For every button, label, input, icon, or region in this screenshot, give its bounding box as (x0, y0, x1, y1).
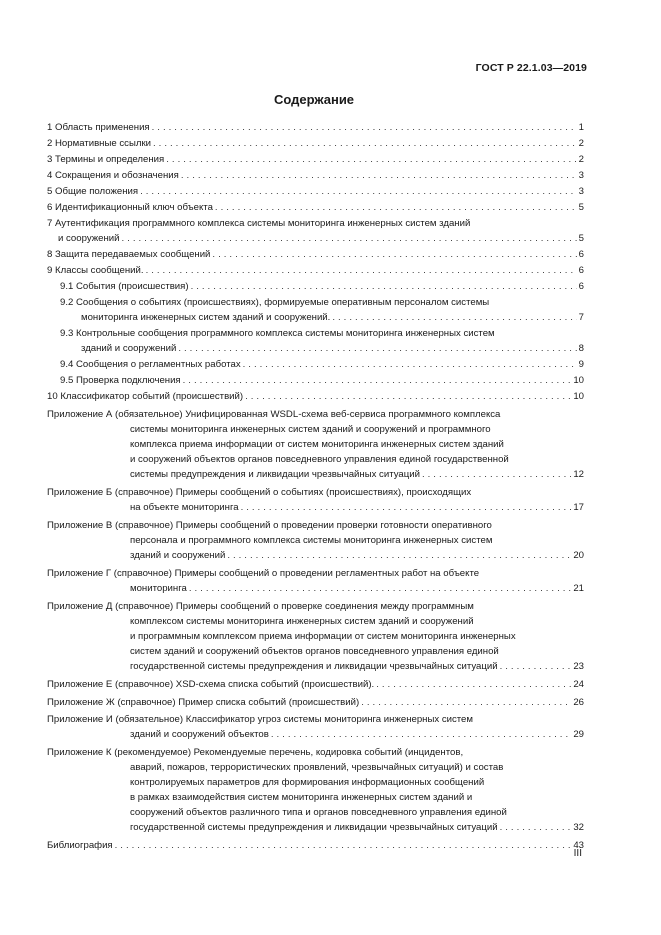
toc-entry-line: 9.2 Сообщения о событиях (происшествиях), формируемые оперативным персоналом системы (60, 297, 490, 308)
appendix-a-line: комплекса приема информации от систем мониторинга инженерных систем зданий (130, 439, 504, 450)
appendix-k-line: в рамках взаимодействия систем мониторинга инженерных систем зданий и (130, 792, 473, 803)
toc-entry[interactable]: зданий и сооружений ..... 8 (47, 341, 584, 356)
appendix-d-line: систем зданий и сооружений объектов органов повседневного управления единой (130, 646, 499, 657)
appendix-k-line: Приложение К (рекомендуемое) Рекомендуемые перечень, кодировка событий (инцидентов, (47, 747, 464, 758)
toc-entry[interactable]: 5 Общие положения ..... 3 (47, 184, 584, 199)
toc-entry[interactable]: 8 Защита передаваемых сообщений ..... 6 (47, 247, 584, 262)
appendix-b-line: Приложение Б (справочное) Примеры сообщений о событиях (происшествиях), происходящих (47, 487, 472, 498)
appendix-a-line: Приложение А (обязательное) Унифицированная WSDL-схема веб-сервиса программного комплекса (47, 409, 501, 420)
toc-entry[interactable]: 3 Термины и определения ..... 2 (47, 152, 584, 167)
appendix-k-line: аварий, пожаров, террористических проявлений, чрезвычайных ситуаций) и состав (130, 762, 504, 773)
toc-entry[interactable]: 9.5 Проверка подключения ..... 10 (47, 373, 584, 388)
appendix-k-entry[interactable]: государственной системы предупреждения и ликвидации чрезвычайных ситуаций ..... 32 (47, 820, 584, 835)
appendix-v-line: Приложение В (справочное) Примеры сообщений о проведении проверки готовности оперативного (47, 520, 492, 531)
appendix-a-line: и сооружений объектов органов повседневного управления единой государственной (130, 454, 509, 465)
appendix-d-line: комплексом системы мониторинга инженерных систем зданий и сооружений (130, 616, 474, 627)
appendix-v-line: персонала и программного комплекса системы мониторинга инженерных систем (130, 535, 493, 546)
toc-entry[interactable]: 4 Сокращения и обозначения ..... 3 (47, 168, 584, 183)
bibliography-entry[interactable]: Библиография ..... 43 (47, 838, 584, 853)
appendix-v-entry[interactable]: зданий и сооружений ..... 20 (47, 548, 584, 563)
toc-entry[interactable]: и сооружений ..... 5 (47, 231, 584, 246)
appendix-e-entry[interactable]: Приложение Е (справочное) XSD-схема списка событий (происшествий). ..... 24 (47, 677, 584, 692)
toc-entry[interactable]: 2 Нормативные ссылки ..... 2 (47, 136, 584, 151)
toc-entry-line: 9.3 Контрольные сообщения программного комплекса системы мониторинга инженерных систем (60, 328, 495, 339)
toc-entry-line: 7 Аутентификация программного комплекса системы мониторинга инженерных систем зданий (47, 218, 471, 229)
toc-entry[interactable]: 6 Идентификационный ключ объекта ..... 5 (47, 200, 584, 215)
toc-entry[interactable]: 9.4 Сообщения о регламентных работах ..... 9 (47, 357, 584, 372)
appendix-d-entry[interactable]: государственной системы предупреждения и ликвидации чрезвычайных ситуаций ..... 23 (47, 659, 584, 674)
appendix-a-entry[interactable]: системы предупреждения и ликвидации чрезвычайных ситуаций ..... 12 (47, 467, 584, 482)
appendix-i-line: Приложение И (обязательное) Классификатор угроз системы мониторинга инженерных систем (47, 714, 473, 725)
toc-entry[interactable]: 9 Классы сообщений. ..... 6 (47, 263, 584, 278)
appendix-g-entry[interactable]: мониторинга ..... 21 (47, 581, 584, 596)
appendix-zh-entry[interactable]: Приложение Ж (справочное) Пример списка событий (происшествий) ..... 26 (47, 695, 584, 710)
table-of-contents (47, 120, 584, 853)
appendix-k-line: контролируемых параметров для формирования информационных сообщений (130, 777, 485, 788)
toc-entry[interactable]: 1 Область применения ..... 1 (47, 120, 584, 135)
toc-entry[interactable]: 10 Классификатор событий (происшествий) ..... 10 (47, 389, 584, 404)
appendix-g-line: Приложение Г (справочное) Примеры сообщений о проведении регламентных работ на объекте (47, 568, 480, 579)
toc-entry[interactable]: мониторинга инженерных систем зданий и сооружений. ..... 7 (47, 310, 584, 325)
appendix-d-line: Приложение Д (справочное) Примеры сообщений о проверке соединения между программным (47, 601, 474, 612)
page-number: III (573, 848, 582, 859)
appendix-b-entry[interactable]: на объекте мониторинга ..... 17 (47, 500, 584, 515)
toc-title: Содержание (273, 92, 355, 107)
appendix-a-line: системы мониторинга инженерных систем зданий и сооружений и программного (130, 424, 491, 435)
document-code: ГОСТ Р 22.1.03—2019 (475, 62, 587, 74)
appendix-k-line: сооружений объектов различного типа и органов повседневного управления единой (130, 807, 507, 818)
toc-entry[interactable]: 9.1 События (происшествия) ..... 6 (47, 279, 584, 294)
appendix-i-entry[interactable]: зданий и сооружений объектов ..... 29 (47, 727, 584, 742)
appendix-d-line: и программным комплексом приема информации от систем мониторинга инженерных (130, 631, 516, 642)
